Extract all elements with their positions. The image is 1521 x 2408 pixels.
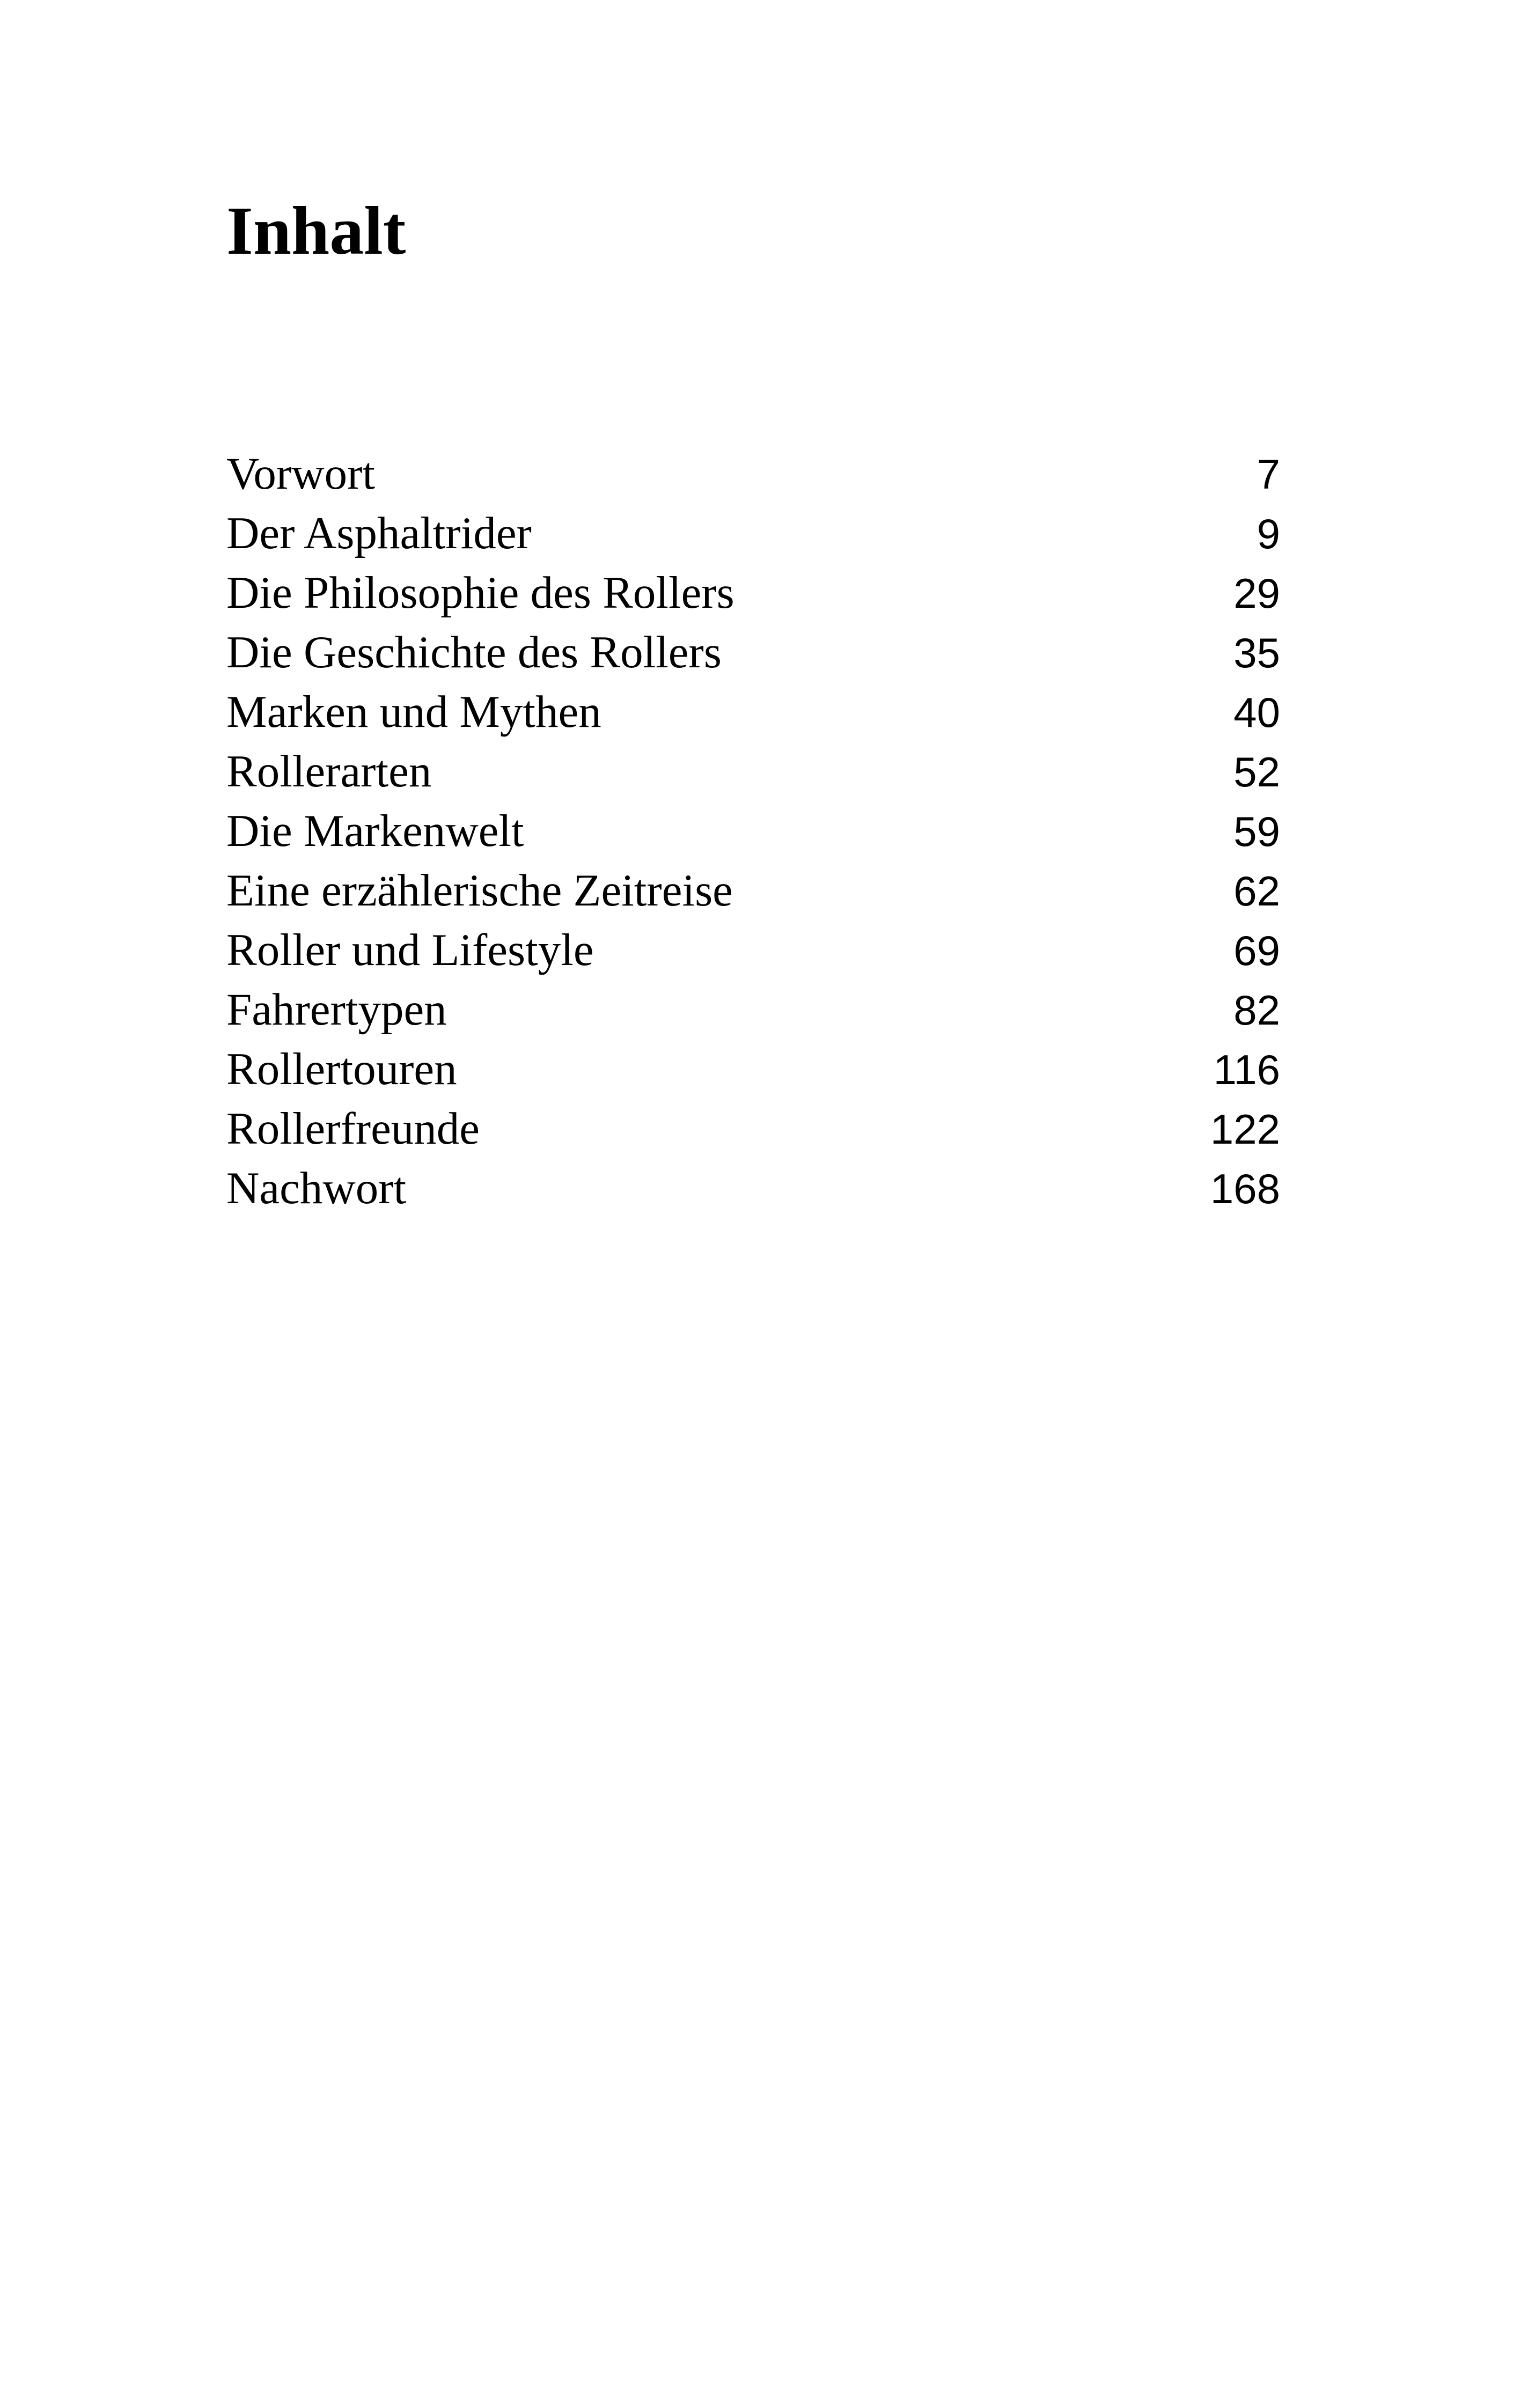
page-title: Inhalt	[226, 193, 406, 269]
toc-entry-page-number: 116	[1213, 1046, 1280, 1093]
toc-entry-page-number: 82	[1233, 986, 1280, 1034]
toc-entry-page-number: 29	[1233, 570, 1280, 617]
toc-entry-title: Die Philosophie des Rollers	[226, 568, 734, 618]
toc-entry	[226, 801, 1280, 861]
toc-entry	[226, 563, 1280, 623]
toc-entry-title: Rollertouren	[226, 1044, 457, 1094]
toc-entry-page-number: 9	[1257, 510, 1280, 557]
toc-entry	[226, 980, 1280, 1040]
toc-entry-title: Nachwort	[226, 1163, 407, 1213]
toc-entry	[226, 1159, 1280, 1218]
toc-entry-page-number: 40	[1233, 689, 1280, 736]
toc-entry-title: Vorwort	[226, 448, 376, 499]
toc-entry-title: Die Markenwelt	[226, 806, 524, 856]
toc-entry-page-number: 62	[1233, 867, 1280, 915]
toc-entry-page-number: 69	[1233, 927, 1280, 974]
toc-entry-title: Der Asphaltrider	[226, 508, 532, 558]
toc-entry-title: Eine erzählerische Zeitreise	[226, 865, 733, 916]
toc-entry-page-number: 168	[1210, 1165, 1280, 1212]
toc-entry	[226, 861, 1280, 921]
toc-entry-title: Fahrertypen	[226, 984, 447, 1035]
toc-entry	[226, 921, 1280, 980]
table-of-contents	[226, 444, 1280, 1218]
toc-entry-title: Marken und Mythen	[226, 687, 601, 737]
toc-entry-title: Rollerfreunde	[226, 1103, 480, 1154]
toc-entry	[226, 444, 1280, 504]
toc-entry-title: Rollerarten	[226, 746, 432, 797]
toc-entry-page-number: 59	[1233, 808, 1280, 855]
toc-entry	[226, 742, 1280, 801]
toc-entry	[226, 504, 1280, 563]
toc-entry-title: Die Geschichte des Rollers	[226, 627, 722, 678]
toc-entry-page-number: 52	[1233, 748, 1280, 796]
toc-entry	[226, 623, 1280, 682]
toc-entry-title: Roller und Lifestyle	[226, 925, 594, 975]
toc-entry	[226, 1099, 1280, 1159]
toc-entry-page-number: 7	[1257, 451, 1280, 498]
toc-entry	[226, 1040, 1280, 1099]
toc-entry-page-number: 122	[1210, 1106, 1280, 1153]
toc-entry	[226, 682, 1280, 742]
toc-entry-page-number: 35	[1233, 629, 1280, 676]
